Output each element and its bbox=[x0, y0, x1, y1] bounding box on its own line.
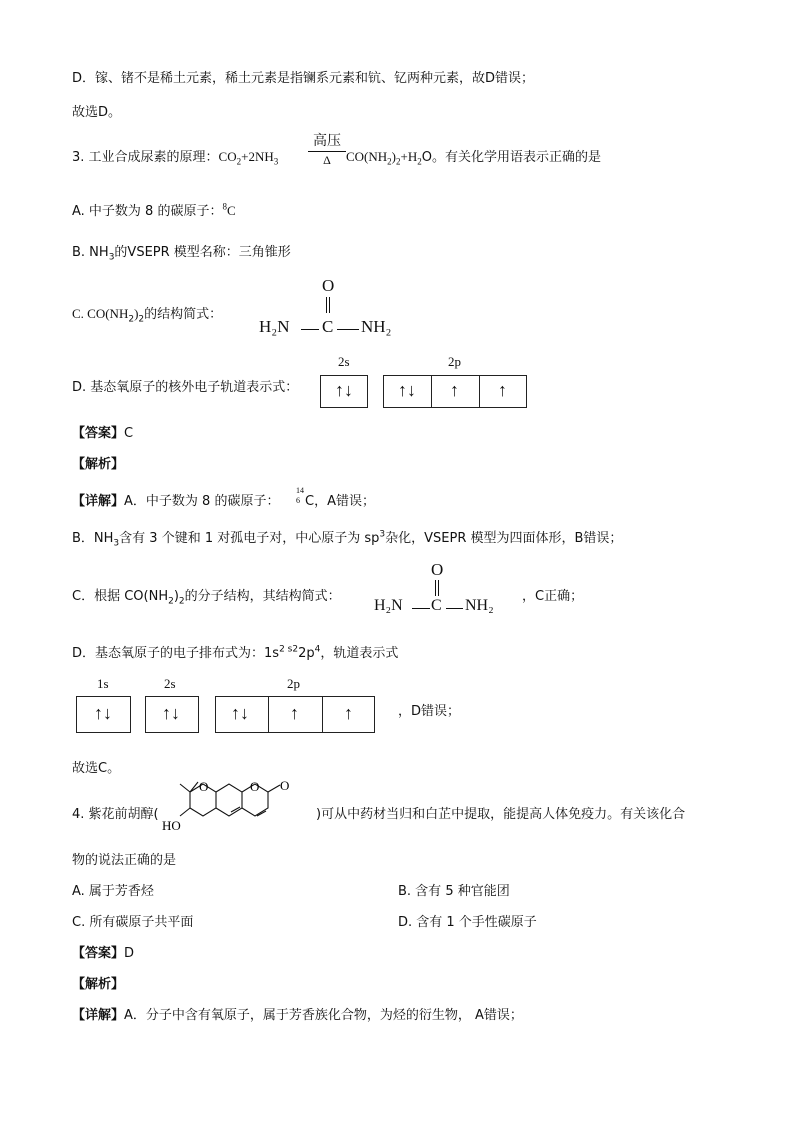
urea-c: C bbox=[431, 597, 442, 614]
ring-o-2: O bbox=[250, 779, 260, 794]
orbital-label-2p: 2p bbox=[448, 354, 461, 369]
orbital-label-2s: 2s bbox=[164, 676, 176, 691]
orbital-2s-box: ↑↓ bbox=[145, 696, 199, 733]
orbital-label-2s: 2s bbox=[338, 354, 350, 369]
q3-detail-d: D．基态氧原子的电子排布式为：$1s^{2 s2}2p^4$，轨道表示式 bbox=[72, 644, 399, 661]
q3-answer-choice: 故选C。 bbox=[72, 761, 121, 776]
q3-option-a: A. 中子数为 8 的碳原子：$^8$C bbox=[72, 201, 236, 219]
q3-option-b: B. $NH_3$的VSEPR 模型名称：三角锥形 bbox=[72, 245, 291, 263]
urea-h2n: H₂N bbox=[374, 597, 403, 614]
orbital-1s-box: ↑↓ bbox=[76, 696, 131, 733]
q4-stem-line2: 物的说法正确的是 bbox=[72, 853, 177, 868]
isotope-z: 6 bbox=[296, 496, 300, 505]
q3-stem: 3. 工业合成尿素的原理：$CO_2+2NH_3$ bbox=[72, 149, 279, 167]
q4-stem-prefix: 4. 紫花前胡醇( bbox=[72, 807, 159, 822]
q4-option-a: A. 属于芳香烃 bbox=[72, 884, 154, 899]
q4-option-d: D. 含有 1 个手性碳原子 bbox=[398, 915, 537, 930]
urea-nh2: NH₂ bbox=[465, 597, 494, 614]
urea-o: O bbox=[322, 276, 335, 295]
urea-c: C bbox=[322, 317, 334, 336]
urea-o: O bbox=[431, 560, 444, 579]
q4-detail-a: 【详解】A．分子中含有氧原子，属于芳香族化合物，为烃的衍生物， A错误； bbox=[72, 1008, 523, 1023]
bond bbox=[301, 329, 319, 330]
q3-stem-right: $CO(NH_2)_2+H_2O$。有关化学用语表示正确的是 bbox=[346, 149, 601, 167]
q4-option-c: C. 所有碳原子共平面 bbox=[72, 915, 194, 930]
ring-o-1: O bbox=[199, 779, 209, 794]
orbital-label-1s: 1s bbox=[97, 676, 109, 691]
orbital-2s-box: ↑↓ bbox=[320, 375, 368, 408]
prev-option-d: D．镓、锗不是稀土元素，稀土元素是指镧系元素和钪、钇两种元素，故D错误； bbox=[72, 71, 535, 86]
q3-detail-c-end: ，C正确； bbox=[522, 589, 584, 604]
isotope-mass: 14 bbox=[296, 486, 304, 495]
prev-answer-choice: 故选D。 bbox=[72, 105, 122, 120]
q4-analysis-title: 【解析】 bbox=[72, 977, 125, 992]
hydroxyl-ho: HO bbox=[162, 818, 181, 833]
reaction-condition: 高压 Δ bbox=[308, 130, 346, 168]
double-bond bbox=[326, 297, 330, 313]
orbital-2p-box: ↑↓ ↑ ↑ bbox=[215, 696, 375, 733]
q3-detail-d-end: ，D错误； bbox=[398, 704, 461, 719]
q3-detail-a-end: C，A错误； bbox=[305, 494, 375, 509]
urea-nh2: NH₂ bbox=[361, 317, 392, 336]
q3-option-d: D. 基态氧原子的核外电子轨道表示式： bbox=[72, 380, 299, 395]
q3-detail-b: B．$NH_3$含有 3 个键和 1 对孤电子对，中心原子为 $sp^3$杂化，VSEPR 模型为四面体形，B错误； bbox=[72, 529, 623, 549]
bond bbox=[337, 329, 359, 330]
bond bbox=[412, 608, 430, 609]
bond bbox=[446, 608, 463, 609]
double-bond bbox=[435, 580, 439, 596]
q3-analysis-title: 【解析】 bbox=[72, 457, 125, 472]
q3-option-c: C. $CO(NH_2)_2$的结构简式： bbox=[72, 306, 223, 325]
q3-answer: 【答案】C bbox=[72, 426, 134, 441]
q3-detail-a: 【详解】A．中子数为 8 的碳原子： bbox=[72, 494, 280, 509]
decursinol-structure bbox=[158, 778, 316, 838]
q4-option-b: B. 含有 5 种官能团 bbox=[398, 884, 510, 899]
urea-h2n: H₂N bbox=[259, 317, 290, 336]
orbital-2p-box: ↑↓ ↑ ↑ bbox=[383, 375, 527, 408]
carbonyl-o: O bbox=[280, 778, 290, 793]
orbital-label-2p: 2p bbox=[287, 676, 300, 691]
q4-answer: 【答案】D bbox=[72, 946, 135, 961]
q4-stem-suffix: )可从中药材当归和白芷中提取，能提高人体免疫力。有关该化合 bbox=[316, 807, 686, 822]
q3-detail-c: C．根据 $CO(NH_2)_2$的分子结构，其结构简式： bbox=[72, 589, 341, 607]
